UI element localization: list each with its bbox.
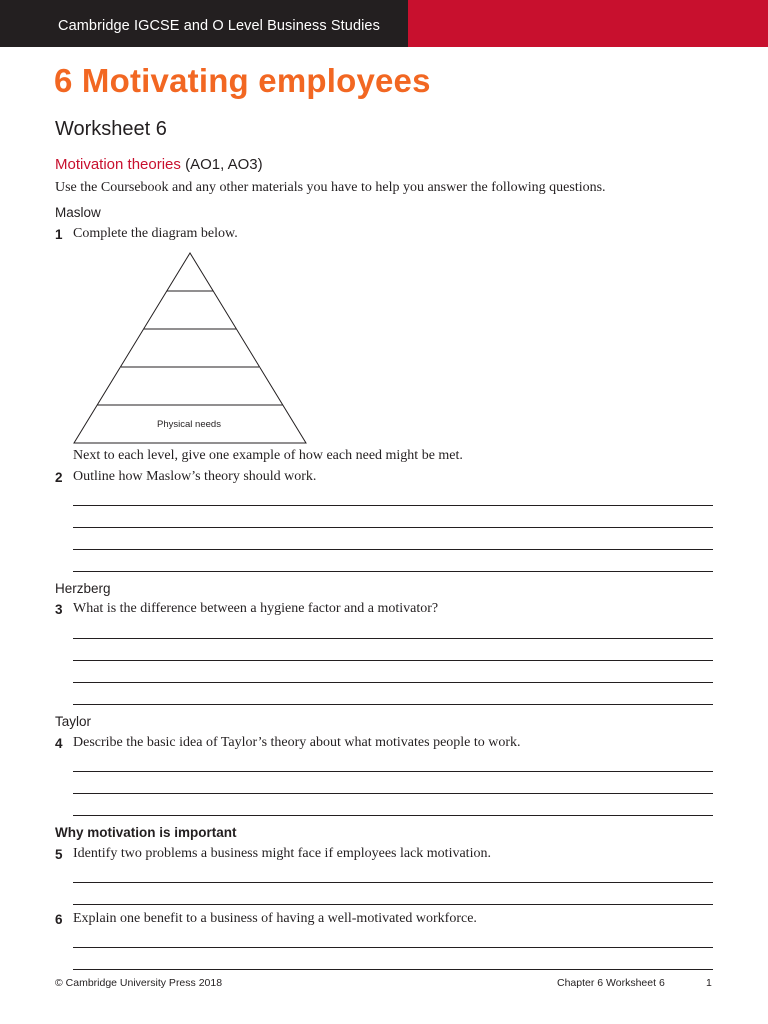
herzberg-heading: Herzberg (55, 581, 111, 596)
answer-line-q6-1[interactable] (73, 947, 713, 948)
maslow-pyramid-diagram (70, 250, 310, 446)
answer-line-q5-2[interactable] (73, 904, 713, 905)
question-text-3: What is the difference between a hygiene factor and a motivator? (73, 601, 439, 616)
question-text-2: Outline how Maslow’s theory should work. (73, 469, 317, 484)
footer-copyright: © Cambridge University Press 2018 (55, 977, 223, 989)
section-heading (55, 156, 263, 173)
maslow-heading: Maslow (55, 205, 101, 220)
answer-line-q4-3[interactable] (73, 815, 713, 816)
answer-line-q2-3[interactable] (73, 549, 713, 550)
question-number-5: 5 (55, 847, 63, 862)
question-number-6: 6 (55, 912, 63, 927)
question-number-4: 4 (55, 736, 63, 751)
answer-line-q5-1[interactable] (73, 882, 713, 883)
footer-chapter-ref: Chapter 6 Worksheet 6 (557, 977, 665, 989)
assessment-objectives: (AO1, AO3) (185, 156, 263, 173)
question-text-4: Describe the basic idea of Taylor’s theory about what motivates people to work. (73, 735, 521, 750)
question-text-5: Identify two problems a business might face if employees lack motivation. (73, 846, 491, 861)
question-number-3: 3 (55, 602, 63, 617)
book-title: Cambridge IGCSE and O Level Business Studies (58, 18, 380, 34)
header-red-block (408, 0, 768, 47)
answer-line-q2-4[interactable] (73, 571, 713, 572)
answer-line-q3-2[interactable] (73, 660, 713, 661)
worksheet-title: Worksheet 6 (55, 118, 167, 140)
question-number-1: 1 (55, 227, 63, 242)
pyramid-outline (74, 253, 306, 443)
answer-line-q2-2[interactable] (73, 527, 713, 528)
answer-line-q3-3[interactable] (73, 682, 713, 683)
chapter-title: 6 Motivating employees (54, 62, 431, 99)
header-bar (0, 0, 768, 47)
question-text-1: Complete the diagram below. (73, 226, 238, 241)
question-number-2: 2 (55, 470, 63, 485)
maslow-instruction: Next to each level, give one example of how each need might be met. (73, 448, 463, 463)
answer-line-q3-4[interactable] (73, 704, 713, 705)
question-text-6: Explain one benefit to a business of having a well-motivated workforce. (73, 911, 477, 926)
answer-line-q3-1[interactable] (73, 638, 713, 639)
section-intro: Use the Coursebook and any other materials you have to help you answer the following questions. (55, 180, 606, 195)
answer-line-q4-1[interactable] (73, 771, 713, 772)
section-heading-text: Motivation theories (55, 156, 181, 173)
answer-line-q2-1[interactable] (73, 505, 713, 506)
importance-heading: Why motivation is important (55, 825, 237, 840)
taylor-heading: Taylor (55, 714, 92, 729)
pyramid-base-label: Physical needs (157, 419, 221, 430)
footer-page-number: 1 (706, 977, 712, 989)
answer-line-q4-2[interactable] (73, 793, 713, 794)
answer-line-q6-2[interactable] (73, 969, 713, 970)
